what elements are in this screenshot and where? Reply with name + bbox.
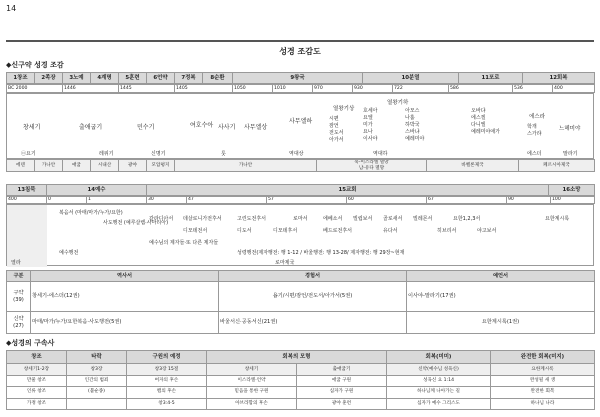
- south-judah-fall: 남-유다 멸망: [358, 165, 385, 171]
- book-ephesians: 에베소서: [323, 216, 343, 222]
- book-jeremiah: 예레미야: [405, 136, 425, 142]
- book-james: 야고보서: [477, 228, 497, 234]
- place-kingdoms: [317, 160, 427, 172]
- roman-empire-note: 로마제국: [275, 260, 295, 266]
- st-r1-4: 십자가 구원: [297, 387, 387, 398]
- period-3: 3노예: [63, 73, 91, 84]
- book-nehemiah: 느헤미야: [559, 126, 581, 132]
- book-ezra: 에스라: [529, 114, 545, 120]
- summary-table: [6, 270, 595, 334]
- book-colossians: 골로새서: [383, 216, 403, 222]
- period-14: 14예수: [47, 185, 147, 196]
- book-revelation: 요한계시록: [545, 216, 570, 222]
- page-title: 성경 조감도: [279, 47, 321, 56]
- sum-nt-prophecy: 요한계시록(1권): [407, 312, 595, 334]
- st-r2-0: 가정 창조: [7, 398, 67, 409]
- book-2kings: 열왕기하: [387, 100, 409, 106]
- st-s-6: 요한계시록: [491, 364, 595, 375]
- book-jude: 유다서: [383, 228, 398, 234]
- silence-label: 열라: [11, 260, 21, 266]
- st-r0-0: 만물 창조: [7, 375, 67, 386]
- sum-h-prophecy: 예언서: [407, 271, 595, 282]
- place-canaan: 가나안: [35, 160, 63, 172]
- book-haggai: 학개: [527, 124, 537, 130]
- st-r1-5: 하나님께 나아가는 길: [387, 387, 491, 398]
- book-obadiah: 오바댜: [471, 108, 486, 114]
- book-esther: 에스더: [527, 151, 542, 157]
- book-joel: 요엘: [363, 115, 373, 121]
- year-722: 722: [393, 85, 449, 93]
- book-2timothy: 디모데후서: [273, 228, 298, 234]
- book-hebrews: 히브리서: [437, 228, 457, 234]
- top-rule: [6, 40, 594, 42]
- ot-years: [6, 84, 595, 93]
- book-proverbs: 잠언: [329, 123, 339, 129]
- nt-year-47: 47: [187, 197, 267, 204]
- st-r1-0: 인류 창조: [7, 387, 67, 398]
- sum-ot-wisdom: 욥기/시편/잠언/전도서/아가서(5권): [219, 282, 407, 312]
- ot-books-band: [6, 93, 594, 159]
- sum-h-category: 구분: [7, 271, 31, 282]
- st-s-1: 창3장: [67, 364, 127, 375]
- ot-section-title: ◆신구약 성경 조감: [6, 61, 64, 69]
- nt-year-90: 90: [507, 197, 551, 204]
- st-r1-1: (불순종): [67, 387, 127, 398]
- place-wilderness: 광야: [119, 160, 147, 172]
- sum-nt-history: 마태/마가/누가/요한복음·사도행전(5권): [31, 312, 219, 334]
- book-micah: 미가: [363, 122, 373, 128]
- book-1kings: 열왕기상: [333, 106, 355, 112]
- prophets-list-2: [405, 108, 424, 143]
- prophets-list-3: [471, 108, 500, 136]
- book-daniel: 다니엘: [471, 122, 486, 128]
- year-536: 536: [513, 85, 553, 93]
- place-sinai: 시내산: [91, 160, 119, 172]
- book-ecclesiastes: 전도서: [329, 130, 344, 136]
- nt-year-57: 57: [267, 197, 347, 204]
- st-r0-3: 이스라엘·언약: [207, 375, 297, 386]
- st-r2-6: 하나님 나라: [491, 398, 595, 409]
- book-ruth: 룻: [221, 151, 226, 157]
- year-1050: 1050: [233, 85, 273, 93]
- book-amos: 아모스: [405, 108, 420, 114]
- year-1446: 1446: [63, 85, 119, 93]
- year-1445: 1445: [119, 85, 175, 93]
- sum-nt-label: 신약 (27): [7, 312, 31, 334]
- acts-label: 사도행전 (예루살렘·사마리아): [103, 220, 169, 226]
- sum-h-history: 역사서: [31, 271, 219, 282]
- st-h-restoration: 회복(미미): [387, 351, 491, 364]
- sum-nt-wisdom: 바울서신·공동서신(21권): [219, 312, 407, 334]
- book-deuteronomy: 신명기: [151, 151, 166, 157]
- st-r2-1: [67, 398, 127, 409]
- book-thessalonians: 데살로니가전후서: [183, 216, 222, 222]
- place-egypt: 애굽: [63, 160, 91, 172]
- disciples-label: 예수님의 제자들·또 다른 제자들: [149, 240, 219, 246]
- book-isaiah: 이사야: [363, 136, 378, 142]
- nt-years: [6, 196, 595, 204]
- place-persia: 페르시아제국: [519, 160, 595, 172]
- book-jonah: 요나: [363, 129, 373, 135]
- book-2samuel: 사무엘하: [289, 118, 313, 125]
- sum-h-wisdom: 경험서: [219, 271, 407, 282]
- book-romans: 로마서: [293, 216, 308, 222]
- book-1chronicles: 역대상: [289, 151, 304, 157]
- st-r0-1: 인간의 범죄: [67, 375, 127, 386]
- north-israel-fall: 북-이스라엘 멸망: [354, 160, 389, 165]
- book-song: 아가서: [329, 137, 344, 143]
- structure-section-title: ◆성경의 구속사: [6, 339, 55, 347]
- period-2: 2족장: [35, 73, 63, 84]
- book-galatians: 갈라디아서: [149, 216, 174, 222]
- place-canaan-2: 가나안: [175, 160, 317, 172]
- prophets-list-4: [527, 124, 542, 138]
- book-john-letters: 요한1,2,3서: [453, 216, 481, 222]
- st-h-fall: 타락: [67, 351, 127, 364]
- book-nahum: 나훔: [405, 115, 415, 121]
- book-habakkuk: 하박국: [405, 122, 420, 128]
- book-lamentations: 예레미야애가: [471, 129, 500, 135]
- book-genesis: 창세기: [23, 124, 41, 131]
- book-judges: 사사기: [218, 124, 236, 131]
- structure-table: [6, 350, 595, 410]
- sum-ot-label: 구약 (39): [7, 282, 31, 312]
- book-corinthians: 고린도전후서: [237, 216, 266, 222]
- period-9: 9왕국: [233, 73, 363, 84]
- book-1samuel: 사무엘상: [244, 124, 268, 131]
- book-philippians: 빌립보서: [353, 216, 373, 222]
- st-r1-6: 완전한 회복: [491, 387, 595, 398]
- place-moab: 모압평지: [147, 160, 175, 172]
- nt-year-67: 67: [427, 197, 507, 204]
- book-leviticus: 레위기: [99, 151, 114, 157]
- st-r2-3: 아브라함의 후손: [207, 398, 297, 409]
- nt-year-30: 30: [147, 197, 187, 204]
- book-psalms: 시편: [329, 116, 339, 122]
- silence-shade: [7, 205, 47, 267]
- year-970: 970: [313, 85, 353, 93]
- st-r0-5: 성육신 요 1:14: [387, 375, 491, 386]
- st-r0-6: 완성될 새 생: [491, 375, 595, 386]
- st-r2-5: 십자가 예수 그리스도: [387, 398, 491, 409]
- book-numbers: 민수기: [137, 124, 155, 131]
- st-s-2: 창3장 15절: [127, 364, 207, 375]
- period-11: 11포로: [459, 73, 523, 84]
- book-job: ⓞ요기: [21, 151, 36, 157]
- book-zephaniah: 스바냐: [405, 129, 420, 135]
- nt-year-400: 400: [7, 197, 47, 204]
- year-1405: 1405: [175, 85, 233, 93]
- nt-year-0: 0: [47, 197, 87, 204]
- st-h-complete: 완전한 회복(미지): [491, 351, 595, 364]
- ot-places: [6, 159, 595, 172]
- period-1: 1창조: [7, 73, 35, 84]
- period-4: 4계명: [91, 73, 119, 84]
- period-7: 7정복: [175, 73, 203, 84]
- book-malachi: 말라기: [563, 151, 578, 157]
- period-13: 13침묵: [7, 185, 47, 196]
- book-philemon: 빌레몬서: [413, 216, 433, 222]
- nt-year-1: 1: [87, 197, 147, 204]
- period-6: 6언약: [147, 73, 175, 84]
- year-400: 400: [553, 85, 595, 93]
- st-h-plan: 구원의 예정: [127, 351, 207, 364]
- sum-ot-prophecy: 이사야-말라기(17권): [407, 282, 595, 312]
- book-zechariah: 스가랴: [527, 131, 542, 137]
- period-5: 5훈련: [119, 73, 147, 84]
- st-s-3: 창세기: [207, 364, 297, 375]
- place-babylon: 바벨론제국: [427, 160, 519, 172]
- nt-books-band: [6, 204, 594, 266]
- st-r1-2: 뱀의 후손: [127, 387, 207, 398]
- year-586: 586: [449, 85, 513, 93]
- st-r0-2: 여자의 후손: [127, 375, 207, 386]
- spirit-acts-note: 성령행전(제자행전: 행 1-12 / 바울행전: 행 13-28/ 제자행전: 행 29장~현재: [237, 250, 405, 256]
- period-15: 15교회: [147, 185, 549, 196]
- book-titus: 디도서: [237, 228, 252, 234]
- sum-ot-history: 창세기-에스더(12권): [31, 282, 219, 312]
- st-s-5: 신약(예수님 성육신): [387, 364, 491, 375]
- page-number: 14: [6, 4, 17, 13]
- nt-year-100: 100: [551, 197, 595, 204]
- book-peter: 베드로전후서: [323, 228, 352, 234]
- st-h-type: 회복의 모형: [207, 351, 387, 364]
- year-1010: 1010: [273, 85, 313, 93]
- year-930: 930: [353, 85, 393, 93]
- st-r0-4: 애굽 구원: [297, 375, 387, 386]
- period-8: 8순환: [203, 73, 233, 84]
- st-r2-4: 광야 훈련: [297, 398, 387, 409]
- book-exodus: 출애굽기: [79, 124, 103, 131]
- st-r2-2: 창3:4-5: [127, 398, 207, 409]
- book-hosea: 호세아: [363, 108, 378, 114]
- st-r1-3: 믿음을 통한 구원: [207, 387, 297, 398]
- place-eden: 에덴: [7, 160, 35, 172]
- gospels-label: 복음서 (마태/마가/누가/요한): [59, 210, 123, 216]
- book-joshua: 여호수아: [190, 122, 214, 129]
- st-h-creation: 창조: [7, 351, 67, 364]
- psalms-list: [329, 116, 344, 144]
- year-bc2000: BC 2000: [7, 85, 63, 93]
- period-16: 16소망: [549, 185, 595, 196]
- book-2chronicles: 역대하: [373, 151, 388, 157]
- book-ezekiel: 에스겔: [471, 115, 486, 121]
- st-s-0: 창세기1-2장: [7, 364, 67, 375]
- prophets-list-1: [363, 108, 378, 143]
- period-12: 12회복: [523, 73, 595, 84]
- nt-period-header: [6, 184, 595, 196]
- book-1timothy: 디모데전서: [183, 228, 208, 234]
- jesus-acts-label: 예수행전: [59, 250, 79, 256]
- ot-period-header: [6, 72, 595, 84]
- nt-year-60: 60: [347, 197, 427, 204]
- st-s-4: 출애굽기: [297, 364, 387, 375]
- period-10: 10분열: [363, 73, 459, 84]
